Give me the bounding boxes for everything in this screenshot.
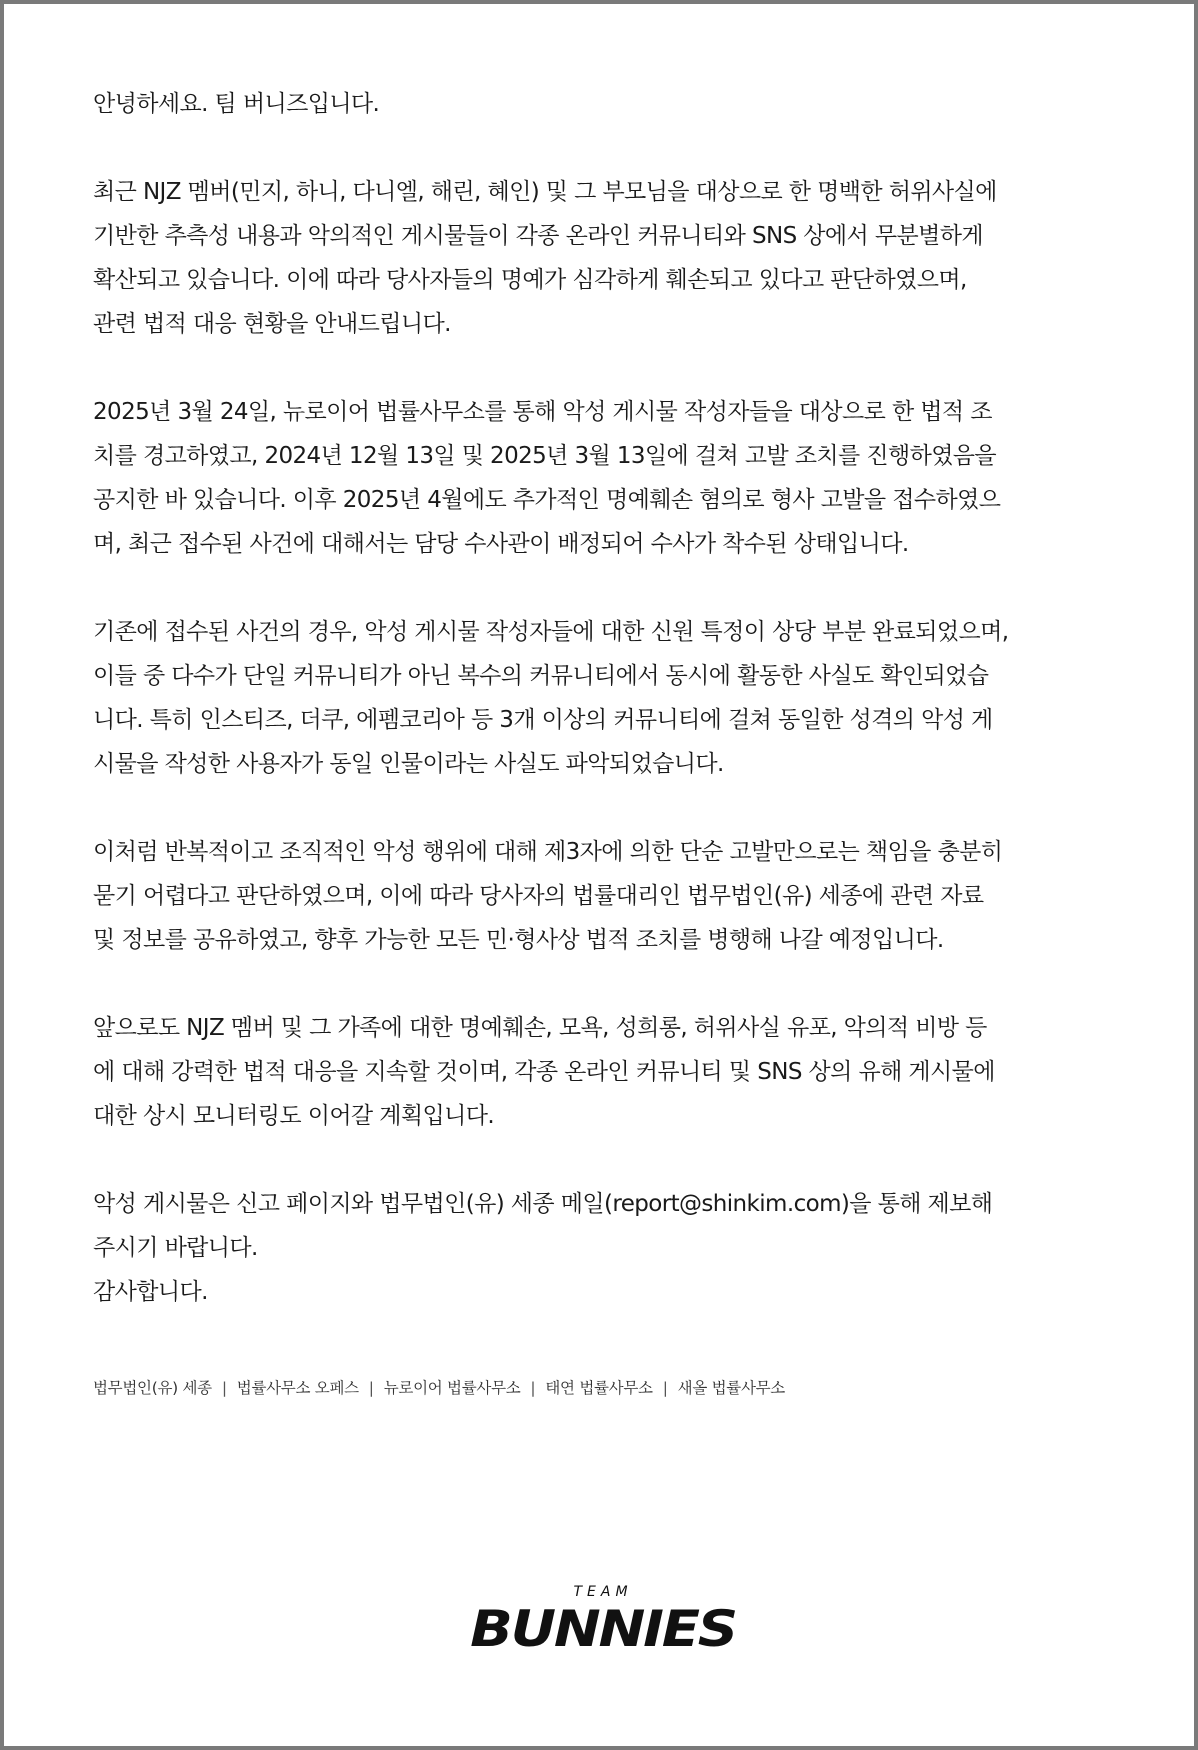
firm-name: 새올 법률사무소 bbox=[677, 1379, 785, 1397]
legal-representation-paragraph bbox=[93, 830, 1113, 962]
text-line: 니다. 특히 인스티즈, 더쿠, 에펨코리아 등 3개 이상의 커뮤니티에 걸쳐 동일한 성격의 악성 게 bbox=[93, 707, 993, 733]
firm-name: 태연 법률사무소 bbox=[545, 1379, 653, 1397]
text-line: 공지한 바 있습니다. 이후 2025년 4월에도 추가적인 명예훼손 혐의로 형사 고발을 접수하였으 bbox=[93, 487, 1001, 513]
logo-brand-text: BUNNIES bbox=[470, 1600, 736, 1658]
logo-team-text: TEAM bbox=[573, 1584, 633, 1600]
text-line: 2025년 3월 24일, 뉴로이어 법률사무소를 통해 악성 게시물 작성자들을 대상으로 한 법적 조 bbox=[93, 399, 992, 425]
text-line: 에 대해 강력한 법적 대응을 지속할 것이며, 각종 온라인 커뮤니티 및 SNS 상의 유해 게시물에 bbox=[93, 1059, 995, 1085]
separator: | bbox=[221, 1379, 227, 1397]
text-line: 묻기 어렵다고 판단하였으며, 이에 따라 당사자의 법률대리인 법무법인(유) 세종에 관련 자료 bbox=[93, 883, 984, 909]
text-line: 기반한 추측성 내용과 악의적인 게시물들이 각종 온라인 커뮤니티와 SNS 상에서 무분별하게 bbox=[93, 223, 983, 249]
team-bunnies-logo bbox=[471, 1584, 735, 1664]
text-line: 기존에 접수된 사건의 경우, 악성 게시물 작성자들에 대한 신원 특정이 상당 부분 완료되었으며, bbox=[93, 619, 1009, 645]
identification-paragraph bbox=[93, 610, 1113, 786]
text-line: 안녕하세요. 팀 버니즈입니다. bbox=[93, 91, 380, 117]
separator: | bbox=[530, 1379, 536, 1397]
text-line: 확산되고 있습니다. 이에 따라 당사자들의 명예가 심각하게 훼손되고 있다고 판단하였으며, bbox=[93, 267, 967, 293]
notice-body bbox=[93, 82, 1113, 1314]
text-line: 이들 중 다수가 단일 커뮤니티가 아닌 복수의 커뮤니티에서 동시에 활동한 사실도 확인되었습 bbox=[93, 663, 989, 689]
text-line: 대한 상시 모니터링도 이어갈 계획입니다. bbox=[93, 1103, 495, 1129]
text-line: 치를 경고하였고, 2024년 12월 13일 및 2025년 3월 13일에 걸쳐 고발 조치를 진행하였음을 bbox=[93, 443, 997, 469]
separator: | bbox=[368, 1379, 374, 1397]
law-firm-list bbox=[93, 1376, 785, 1400]
text-line: 며, 최근 접수된 사건에 대해서는 담당 수사관이 배정되어 수사가 착수된 상태입니다. bbox=[93, 531, 909, 557]
text-line: 및 정보를 공유하였고, 향후 가능한 모든 민·형사상 법적 조치를 병행해 나갈 예정입니다. bbox=[93, 927, 944, 953]
greeting-paragraph bbox=[93, 82, 1113, 126]
text-line: 시물을 작성한 사용자가 동일 인물이라는 사실도 파악되었습니다. bbox=[93, 751, 724, 777]
future-action-paragraph bbox=[93, 1006, 1113, 1138]
text-line: 주시기 바랍니다. bbox=[93, 1235, 258, 1261]
text-line: 악성 게시물은 신고 페이지와 법무법인(유) 세종 메일(report@shinkim.com)을 통해 제보해 bbox=[93, 1191, 993, 1217]
legal-history-paragraph bbox=[93, 390, 1113, 566]
text-line: 앞으로도 NJZ 멤버 및 그 가족에 대한 명예훼손, 모욕, 성희롱, 허위사실 유포, 악의적 비방 등 bbox=[93, 1015, 987, 1041]
separator: | bbox=[662, 1379, 668, 1397]
intro-paragraph bbox=[93, 170, 1113, 346]
text-line: 최근 NJZ 멤버(민지, 하니, 다니엘, 해린, 혜인) 및 그 부모님을 대상으로 한 명백한 허위사실에 bbox=[93, 179, 997, 205]
firm-name: 뉴로이어 법률사무소 bbox=[383, 1379, 521, 1397]
text-line: 관련 법적 대응 현황을 안내드립니다. bbox=[93, 311, 451, 337]
firm-name: 법무법인(유) 세종 bbox=[93, 1379, 212, 1397]
report-paragraph bbox=[93, 1182, 1113, 1314]
firm-name: 법률사무소 오페스 bbox=[236, 1379, 359, 1397]
text-line: 이처럼 반복적이고 조직적인 악성 행위에 대해 제3자에 의한 단순 고발만으로는 책임을 충분히 bbox=[93, 839, 1003, 865]
closing-text: 감사합니다. bbox=[93, 1279, 208, 1305]
